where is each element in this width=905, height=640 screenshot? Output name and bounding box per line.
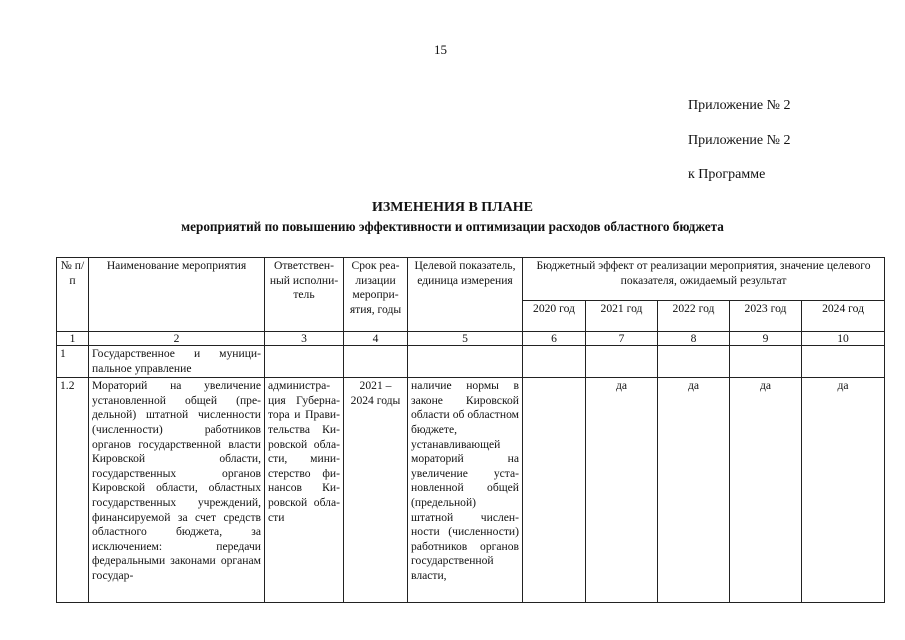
column-number: 4 xyxy=(344,332,408,346)
row-num: 1 xyxy=(57,346,89,378)
column-number: 6 xyxy=(523,332,586,346)
row-term: 2021 – 2024 годы xyxy=(344,378,408,603)
column-number: 1 xyxy=(57,332,89,346)
column-number: 5 xyxy=(408,332,523,346)
header-year-2024: 2024 год xyxy=(802,301,885,332)
header-row-1 xyxy=(57,258,885,301)
row-name: Государственное и муниципальное управление xyxy=(89,346,265,378)
row-value-2023 xyxy=(730,346,802,378)
header-year-2023: 2023 год xyxy=(730,301,802,332)
appendix-label-1: Приложение № 2 xyxy=(688,98,791,113)
header-year-2021: 2021 год xyxy=(586,301,658,332)
row-target: наличие нормы в законе Кировской области об областном бюджете, устанавливающей мораторий на увеличение установленной общей (предельной) штатной численности (численности) работников органов государственной власти, xyxy=(408,378,523,603)
row-responsible: администрация Губернатора и Правительства Кировской области, министерство финансов Кировской области xyxy=(265,378,344,603)
column-number: 7 xyxy=(586,332,658,346)
row-num: 1.2 xyxy=(57,378,89,603)
row-value-2021: да xyxy=(586,378,658,603)
row-name: Мораторий на увеличение установленной общей (предельной) штатной численности (численности) работников органов государственной власти Кировской области, государственных органов Кировской области, областных государственных учреждений, финансируемой за счет средств областного бюджета, за исключением: передачи федеральными законами органам государ- xyxy=(89,378,265,603)
row-value-2024 xyxy=(802,346,885,378)
document-subtitle: мероприятий по повышению эффективности и оптимизации расходов областного бюджета xyxy=(181,219,724,234)
row-value-2021 xyxy=(586,346,658,378)
header-year-2020: 2020 год xyxy=(523,301,586,332)
row-target xyxy=(408,346,523,378)
header-year-2022: 2022 год xyxy=(658,301,730,332)
document-title: ИЗМЕНЕНИЯ В ПЛАНЕ xyxy=(372,200,533,215)
appendix-program-label: к Программе xyxy=(688,167,766,182)
column-number-row xyxy=(57,332,885,346)
row-term xyxy=(344,346,408,378)
page-number: 15 xyxy=(434,42,447,57)
row-value-2022 xyxy=(658,346,730,378)
row-value-2024: да xyxy=(802,378,885,603)
header-target: Целевой показатель, единица измерения xyxy=(408,258,523,332)
column-number: 3 xyxy=(265,332,344,346)
row-responsible xyxy=(265,346,344,378)
plan-table xyxy=(56,257,885,603)
header-name: Наименование мероприятия xyxy=(89,258,265,332)
header-budget-effect: Бюджетный эффект от реализации мероприятия, значение целевого показателя, ожидаемый результат xyxy=(523,258,885,301)
header-responsible: Ответственный исполнитель xyxy=(265,258,344,332)
header-term: Срок реализации мероприятия, годы xyxy=(344,258,408,332)
column-number: 2 xyxy=(89,332,265,346)
header-num: № п/п xyxy=(57,258,89,332)
row-value-2020 xyxy=(523,346,586,378)
row-value-2023: да xyxy=(730,378,802,603)
row-value-2020 xyxy=(523,378,586,603)
column-number: 9 xyxy=(730,332,802,346)
table-row xyxy=(57,378,885,603)
column-number: 10 xyxy=(802,332,885,346)
table-row xyxy=(57,346,885,378)
row-value-2022: да xyxy=(658,378,730,603)
appendix-label-2: Приложение № 2 xyxy=(688,133,791,148)
column-number: 8 xyxy=(658,332,730,346)
